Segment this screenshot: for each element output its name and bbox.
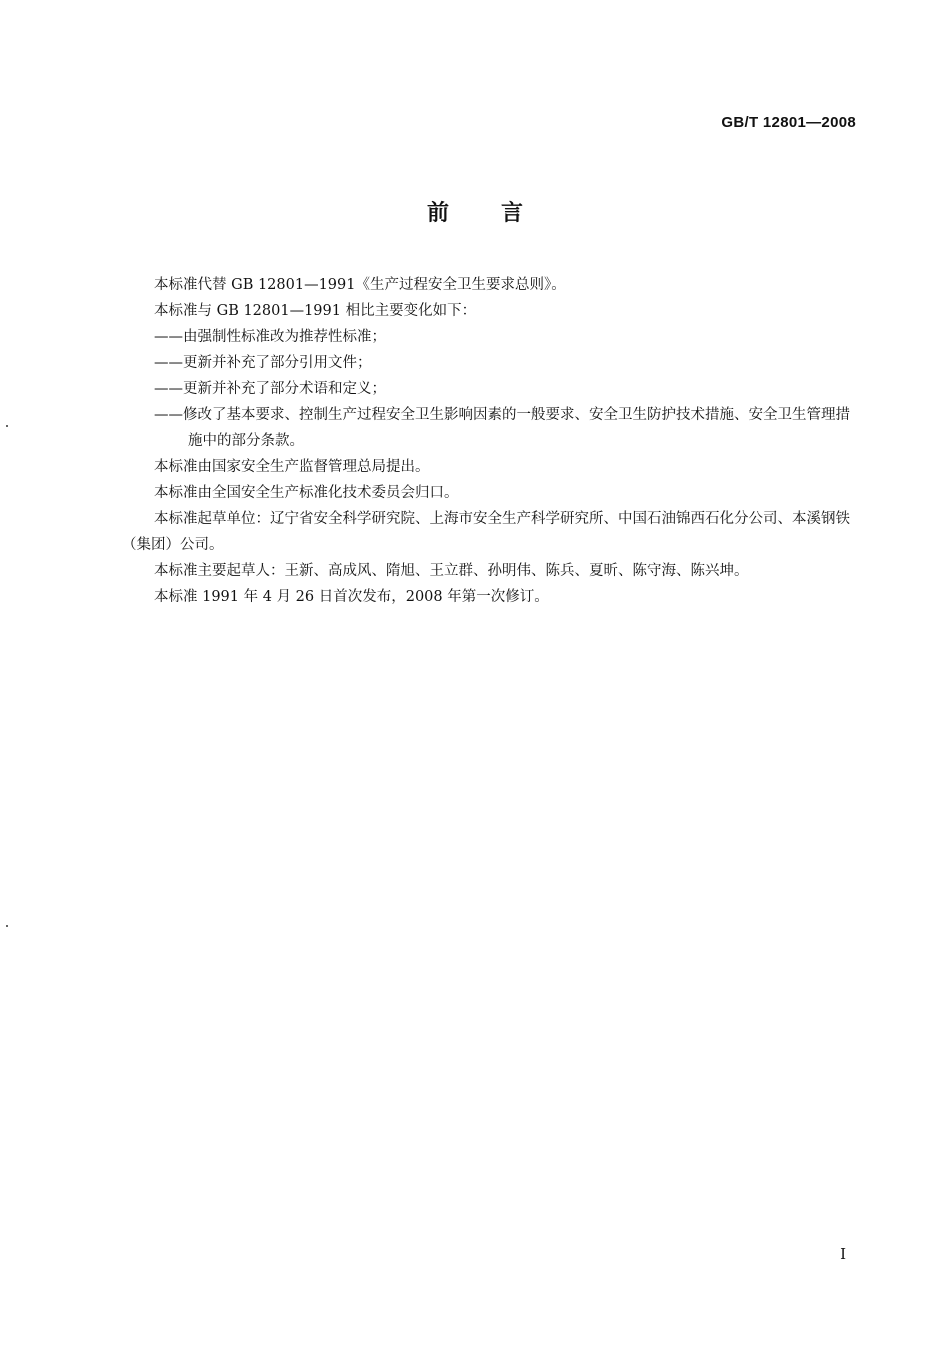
paragraph-replaces: 本标准代替 GB 12801—1991《生产过程安全卫生要求总则》。: [154, 277, 566, 293]
page-number: I: [840, 1245, 846, 1263]
drafting-units-text: 本标准起草单位：辽宁省安全科学研究院、上海市安全生产科学研究所、中国石油锦西石化分公司、本溪钢铁（集团）公司。: [122, 511, 850, 553]
paragraph-proposed-by: 本标准由国家安全生产监督管理总局提出。: [154, 459, 430, 475]
standard-number: GB/T 12801—2008: [721, 114, 856, 131]
change-item: ——由强制性标准改为推荐性标准；: [154, 329, 386, 345]
change-item: ——更新并补充了部分引用文件；: [154, 355, 372, 371]
paragraph-history: 本标准 1991 年 4 月 26 日首次发布，2008 年第一次修订。: [154, 589, 549, 605]
scan-speck: [6, 425, 8, 427]
paragraph-centralized-by: 本标准由全国安全生产标准化技术委员会归口。: [154, 485, 459, 501]
paragraph-drafters: 本标准主要起草人：王新、高成风、隋旭、王立群、孙明伟、陈兵、夏昕、陈守海、陈兴坤。: [154, 563, 749, 579]
change-item: ——更新并补充了部分术语和定义；: [154, 381, 386, 397]
page-title: [0, 196, 950, 227]
scan-speck: [6, 925, 8, 927]
title-char-1: 前: [426, 201, 449, 226]
title-char-2: 言: [501, 201, 524, 226]
paragraph-drafting-units: [122, 506, 862, 558]
foreword-body: [122, 272, 862, 610]
change-item: ——修改了基本要求、控制生产过程安全卫生影响因素的一般要求、安全卫生防护技术措施、安全卫生管理措施中的部分条款。: [154, 407, 850, 449]
paragraph-changes-intro: 本标准与 GB 12801—1991 相比主要变化如下：: [154, 303, 477, 319]
